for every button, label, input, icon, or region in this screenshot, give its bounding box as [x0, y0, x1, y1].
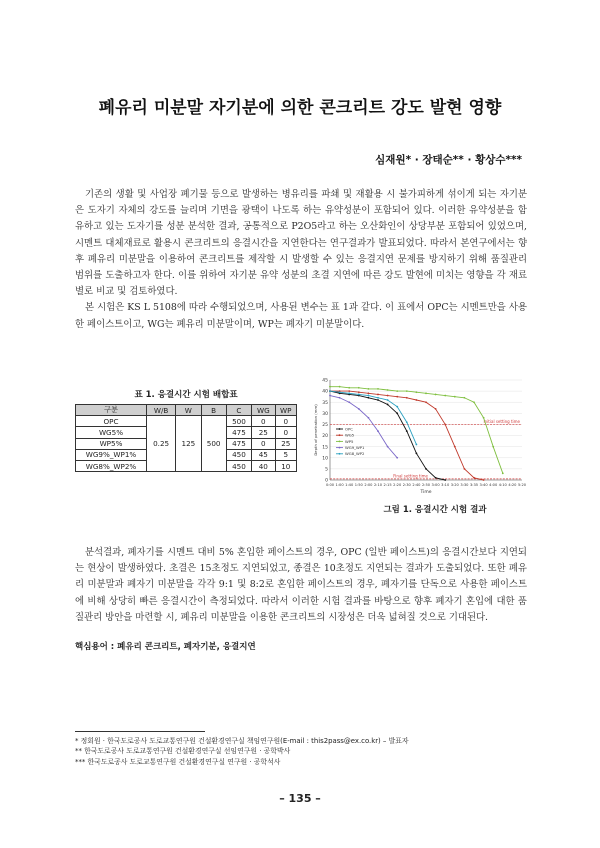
x-tick-label: 1:00: [335, 483, 344, 487]
data-point: [348, 390, 350, 392]
y-tick-label: 5: [325, 467, 328, 473]
legend-marker: [339, 447, 341, 449]
table-cell: 45: [252, 449, 276, 460]
data-point: [348, 387, 350, 389]
data-point: [387, 404, 389, 406]
legend-label: WG5: [345, 432, 355, 438]
y-tick-label: 30: [322, 411, 328, 417]
y-tick-label: 25: [322, 423, 328, 429]
data-point: [368, 397, 370, 399]
data-point: [377, 430, 379, 432]
table-cell: WG5%: [76, 427, 147, 438]
data-point: [348, 392, 350, 394]
data-point: [425, 401, 427, 403]
x-tick-label: 2:15: [383, 483, 392, 487]
footnote-rule: [75, 731, 205, 732]
y-tick-label: 15: [322, 445, 328, 451]
table-cell: 125: [176, 416, 201, 472]
table-cell: 25: [275, 438, 296, 449]
data-point: [435, 477, 437, 479]
x-tick-label: 2:00: [364, 483, 373, 487]
x-tick-label: 2:40: [412, 483, 421, 487]
data-point: [435, 394, 437, 396]
table-cell: 500: [226, 416, 251, 427]
legend-marker: [339, 453, 341, 455]
data-point: [329, 395, 331, 397]
data-point: [416, 444, 418, 446]
data-point: [406, 430, 408, 432]
table-cell: 40: [252, 460, 276, 471]
y-tick-label: 0: [325, 478, 328, 484]
data-point: [425, 392, 427, 394]
data-point: [377, 397, 379, 399]
data-point: [483, 417, 485, 419]
table-cell: 475: [226, 438, 251, 449]
data-point: [348, 401, 350, 403]
results-section: [75, 545, 527, 626]
footnote: ** 한국도로공사 도로교통연구원 건설환경연구실 선임연구원 · 공학박사: [75, 747, 291, 756]
header-cell: 구분: [76, 405, 147, 416]
initial-setting-label: Initial setting time: [483, 418, 520, 424]
table-cell: 450: [226, 449, 251, 460]
x-axis-title: Time: [420, 490, 432, 495]
setting-time-chart: [310, 376, 528, 496]
x-tick-label: 1:40: [345, 483, 354, 487]
data-point: [416, 452, 418, 454]
y-axis-title: Depth of penetration (mm): [313, 404, 318, 456]
figure-caption: 그림 1. 응결시간 시험 결과: [383, 505, 487, 515]
table-header-row: [76, 405, 297, 416]
x-tick-label: 2:30: [402, 483, 411, 487]
results-paragraph: 분석결과, 폐자기를 시멘트 대비 5% 혼입한 페이스트의 경우, OPC (일반 페이스트)의 응결시간보다 지연되는 현상이 발생하였다. 초결은 15초정도 지연되었고, 종결은 10초정도 지연되는 결과가 도출되었다. 또한 폐유리 미분말과 폐자기 미분말을 각각 9:1 및 8:2로 혼입한 페이스트의 경우, 폐자기를 단독으로 사용한 페이스트에 비해 상당히 빠른 응결시간이 측정되었다. 따라서 이러한 시험 결과를 바탕으로 향후 폐자기 혼입에 대한 품질관리 방안을 마련할 시, 폐유리 미분말을 이용한 콘크리트의 시장성은 더욱 넓혀질 것으로 기대된다.: [75, 547, 527, 623]
data-point: [377, 399, 379, 401]
page-number: – 135 –: [279, 792, 321, 805]
footnote: * 정회원 · 한국도로공사 도로교통연구원 건설환경연구실 책임연구원(E-mail : this2pass@ex.co.kr) – 발표자: [75, 737, 409, 745]
data-point: [396, 412, 398, 414]
data-point: [339, 386, 341, 388]
data-point: [396, 457, 398, 459]
table-cell: 0: [252, 438, 276, 449]
table-cell: WG8%_WP2%: [76, 460, 147, 471]
data-point: [387, 446, 389, 448]
data-point: [444, 424, 446, 426]
abstract-paragraph-1: 기존의 생활 및 사업장 폐기물 등으로 발생하는 병유리를 파쇄 및 재활용 시 불가피하게 섞이게 되는 자기분은 도자기 자체의 강도를 늘리며 기면을 광택이 나도록 하는 유약성분이 포함되어 있다. 이러한 유약성분을 함유하고 있는 도자기를 성분 분석한 결과, 공통적으로 P2O5라고 하는 오산화인이 상당부분 포함되어 있었으며, 시멘트 대체재료로 활용시 콘크리트의 응결시간을 지연한다는 연구결과가 발표되었다. 따라서 본연구에서는 향후 폐유리 미분말을 이용하여 콘크리트를 제작할 시 발생할 수 있는 응결지연 문제를 방지하기 위해 품질관리 범위를 도출하고자 한다. 이를 위하여 자기분 유약 성분의 초결 지연에 따른 강도 발현에 미치는 영향을 각 재료별로 비교 및 검토하였다.: [75, 189, 527, 298]
data-point: [406, 390, 408, 392]
x-tick-label: 3:20: [450, 483, 459, 487]
data-point: [416, 391, 418, 393]
data-point: [473, 401, 475, 403]
x-tick-label: 4:10: [498, 483, 507, 487]
header-cell: WP: [275, 405, 296, 416]
x-tick-label: 4:20: [508, 483, 517, 487]
table-cell: 450: [226, 460, 251, 471]
data-point: [358, 394, 360, 396]
abstract-paragraph-2: 본 시험은 KS L 5108에 따라 수행되었으며, 사용된 변수는 표 1과 같다. 이 표에서 OPC는 시멘트만을 사용한 페이스트이고, WG는 폐유리 미분말이며, WP는 폐자기 미분말이다.: [75, 302, 527, 330]
table-row: [76, 416, 297, 427]
x-tick-label: 3:30: [460, 483, 469, 487]
x-tick-label: 0:00: [325, 483, 335, 487]
final-setting-label: Final setting time: [393, 473, 428, 479]
header-cell: W/B: [147, 405, 176, 416]
data-point: [358, 391, 360, 393]
table-cell: 0: [275, 427, 296, 438]
y-tick-label: 20: [322, 434, 328, 440]
table-cell: 5: [275, 449, 296, 460]
data-point: [425, 468, 427, 470]
legend-label: WG9_WP1: [345, 445, 365, 450]
legend-label: WP5: [345, 438, 354, 444]
data-point: [387, 395, 389, 397]
x-tick-label: 2:50: [421, 483, 431, 487]
table-cell: 10: [275, 460, 296, 471]
data-point: [358, 408, 360, 410]
data-point: [339, 391, 341, 393]
abstract: [75, 187, 527, 333]
header-cell: C: [226, 405, 251, 416]
table-cell: 25: [252, 427, 276, 438]
mix-table: [75, 404, 297, 472]
data-point: [454, 396, 456, 398]
x-tick-label: 5:20: [517, 483, 527, 487]
legend-marker: [339, 434, 341, 436]
y-tick-label: 45: [322, 378, 328, 384]
paper-title: 폐유리 미분말 자기분에 의한 콘크리트 강도 발현 영향: [98, 98, 502, 118]
data-point: [396, 396, 398, 398]
data-point: [473, 477, 475, 479]
legend-label: OPC: [345, 426, 353, 432]
data-point: [444, 479, 446, 481]
data-point: [502, 472, 504, 474]
data-point: [406, 421, 408, 423]
legend-marker: [339, 441, 341, 443]
data-point: [368, 395, 370, 397]
data-point: [396, 390, 398, 392]
chart-svg: [310, 376, 528, 496]
legend-label: WG8_WP2: [345, 451, 365, 457]
data-point: [416, 399, 418, 401]
data-point: [464, 468, 466, 470]
data-point: [435, 408, 437, 410]
data-point: [454, 446, 456, 448]
data-point: [387, 399, 389, 401]
data-point: [464, 397, 466, 399]
x-tick-label: 3:40: [479, 483, 488, 487]
table-cell: 0: [275, 416, 296, 427]
y-tick-label: 35: [322, 400, 328, 406]
data-point: [396, 406, 398, 408]
data-point: [339, 397, 341, 399]
data-point: [406, 397, 408, 399]
footnotes: [75, 736, 530, 767]
data-point: [329, 386, 331, 388]
keywords: 핵심용어 : 폐유리 콘크리트, 폐자기분, 응결지연: [75, 642, 256, 652]
table-caption: 표 1. 응결시간 시험 배합표: [134, 390, 238, 400]
x-tick-label: 2:10: [373, 483, 383, 487]
header-cell: WG: [252, 405, 276, 416]
authors: 심재원* · 장태순** · 황상수***: [375, 154, 522, 166]
y-tick-label: 40: [322, 389, 328, 395]
data-point: [387, 389, 389, 391]
table-cell: 500: [201, 416, 226, 472]
data-point: [368, 388, 370, 390]
data-point: [358, 387, 360, 389]
header-cell: W: [176, 405, 201, 416]
x-tick-label: 4:00: [489, 483, 498, 487]
data-point: [329, 390, 331, 392]
table-cell: WG9%_WP1%: [76, 449, 147, 460]
data-point: [492, 446, 494, 448]
table-cell: 0.25: [147, 416, 176, 472]
data-point: [377, 394, 379, 396]
footnote: *** 한국도로공사 도로교통연구원 건설환경연구실 연구원 · 공학석사: [75, 757, 281, 766]
data-point: [368, 417, 370, 419]
header-cell: B: [201, 405, 226, 416]
legend-marker: [339, 428, 341, 430]
x-tick-label: 2:20: [393, 483, 402, 487]
data-point: [444, 395, 446, 397]
x-tick-label: 3:10: [441, 483, 450, 487]
data-point: [368, 392, 370, 394]
x-tick-label: 3:35: [469, 483, 479, 487]
x-tick-label: 3:00: [431, 483, 440, 487]
table-cell: WP5%: [76, 438, 147, 449]
table-cell: OPC: [76, 416, 147, 427]
data-point: [377, 388, 379, 390]
y-tick-label: 10: [322, 456, 328, 462]
table-cell: 0: [252, 416, 276, 427]
x-tick-label: 1:50: [354, 483, 363, 487]
table-cell: 475: [226, 427, 251, 438]
data-point: [483, 479, 485, 481]
